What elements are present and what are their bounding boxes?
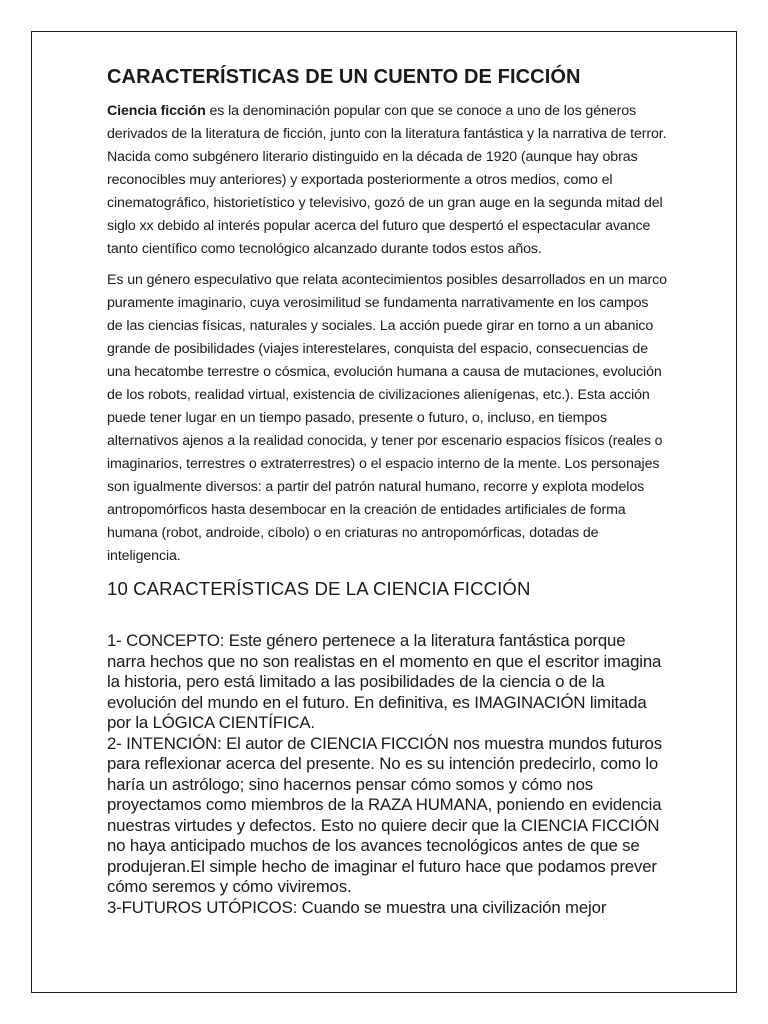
- characteristic-item: 1- CONCEPTO: Este género pertenece a la literatura fantástica porque narra hechos que no son realistas en el momento en que el escritor imagina la historia, pero está limitado a las posibilidades de la ciencia o de la evolución del mundo en el futuro. En definitiva, es IMAGINACIÓN limitada por la LÓGICA CIENTÍFICA.: [107, 631, 662, 732]
- characteristic-item: 2- INTENCIÓN: El autor de CIENCIA FICCIÓN nos muestra mundos futuros para reflexionar acerca del presente. No es su intención predecirlo, como lo haría un astrólogo; sino hacernos pensar cómo somos y cómo nos proyectamos como miembros de la RAZA HUMANA, poniendo en evidencia nuestras virtudes y defectos. Esto no quiere decir que la CIENCIA FICCIÓN no haya anticipado muchos de los avances tecnológicos antes de que se produjeran.El simple hecho de imaginar el futuro hace que podamos prever cómo seremos y cómo viviremos.: [107, 733, 662, 896]
- genre-description-paragraph: Es un género especulativo que relata acontecimientos posibles desarrollados en un marco puramente imaginario, cuya verosimilitud se fundamenta narrativamente en los campos de las ciencias físicas, naturales y sociales. La acción puede girar en torno a un abanico grande de posibilidades (viajes interestelares, conquista del espacio, consecuencias de una hecatombe terrestre o cósmica, evolución humana a causa de mutaciones, evolución de los robots, realidad virtual, existencia de civilizaciones alienígenas, etc.). Esta acción puede tener lugar en un tiempo pasado, presente o futuro, o, incluso, en tiempos alternativos ajenos a la realidad conocida, y tener por escenario espacios físicos (reales o imaginarios, terrestres o extraterrestres) o el espacio interno de la mente. Los personajes son igualmente diversos: a partir del patrón natural humano, recorre y explota modelos antropomórficos hasta desembocar en la creación de entidades artificiales de forma humana (robot, androide, cíbolo) o en criaturas no antropomórficas, dotadas de inteligencia.: [107, 272, 667, 564]
- section-subtitle: 10 CARACTERÍSTICAS DE LA CIENCIA FICCIÓN: [107, 578, 531, 599]
- intro-paragraph: [107, 100, 667, 261]
- document-title: CARACTERÍSTICAS DE UN CUENTO DE FICCIÓN: [107, 66, 581, 88]
- document-content: [107, 65, 667, 918]
- characteristics-list: [107, 631, 667, 918]
- characteristic-item: 3-FUTUROS UTÓPICOS: Cuando se muestra una civilización mejor: [107, 897, 607, 917]
- document-page: [31, 31, 737, 993]
- intro-paragraph-text: es la denominación popular con que se conoce a uno de los géneros derivados de la literatura de ficción, junto con la literatura fantástica y la narrativa de terror. Nacida como subgénero literario distinguido en la década de 1920 (aunque hay obras reconocibles muy anteriores) y exportada posteriormente a otros medios, como el cinematográfico, historietístico y televisivo, gozó de un gran auge en la segunda mitad del siglo xx debido al interés popular acerca del futuro que despertó el espectacular avance tanto científico como tecnológico alcanzado durante todos estos años.: [107, 103, 667, 257]
- intro-lead-term: Ciencia ficción: [107, 103, 206, 119]
